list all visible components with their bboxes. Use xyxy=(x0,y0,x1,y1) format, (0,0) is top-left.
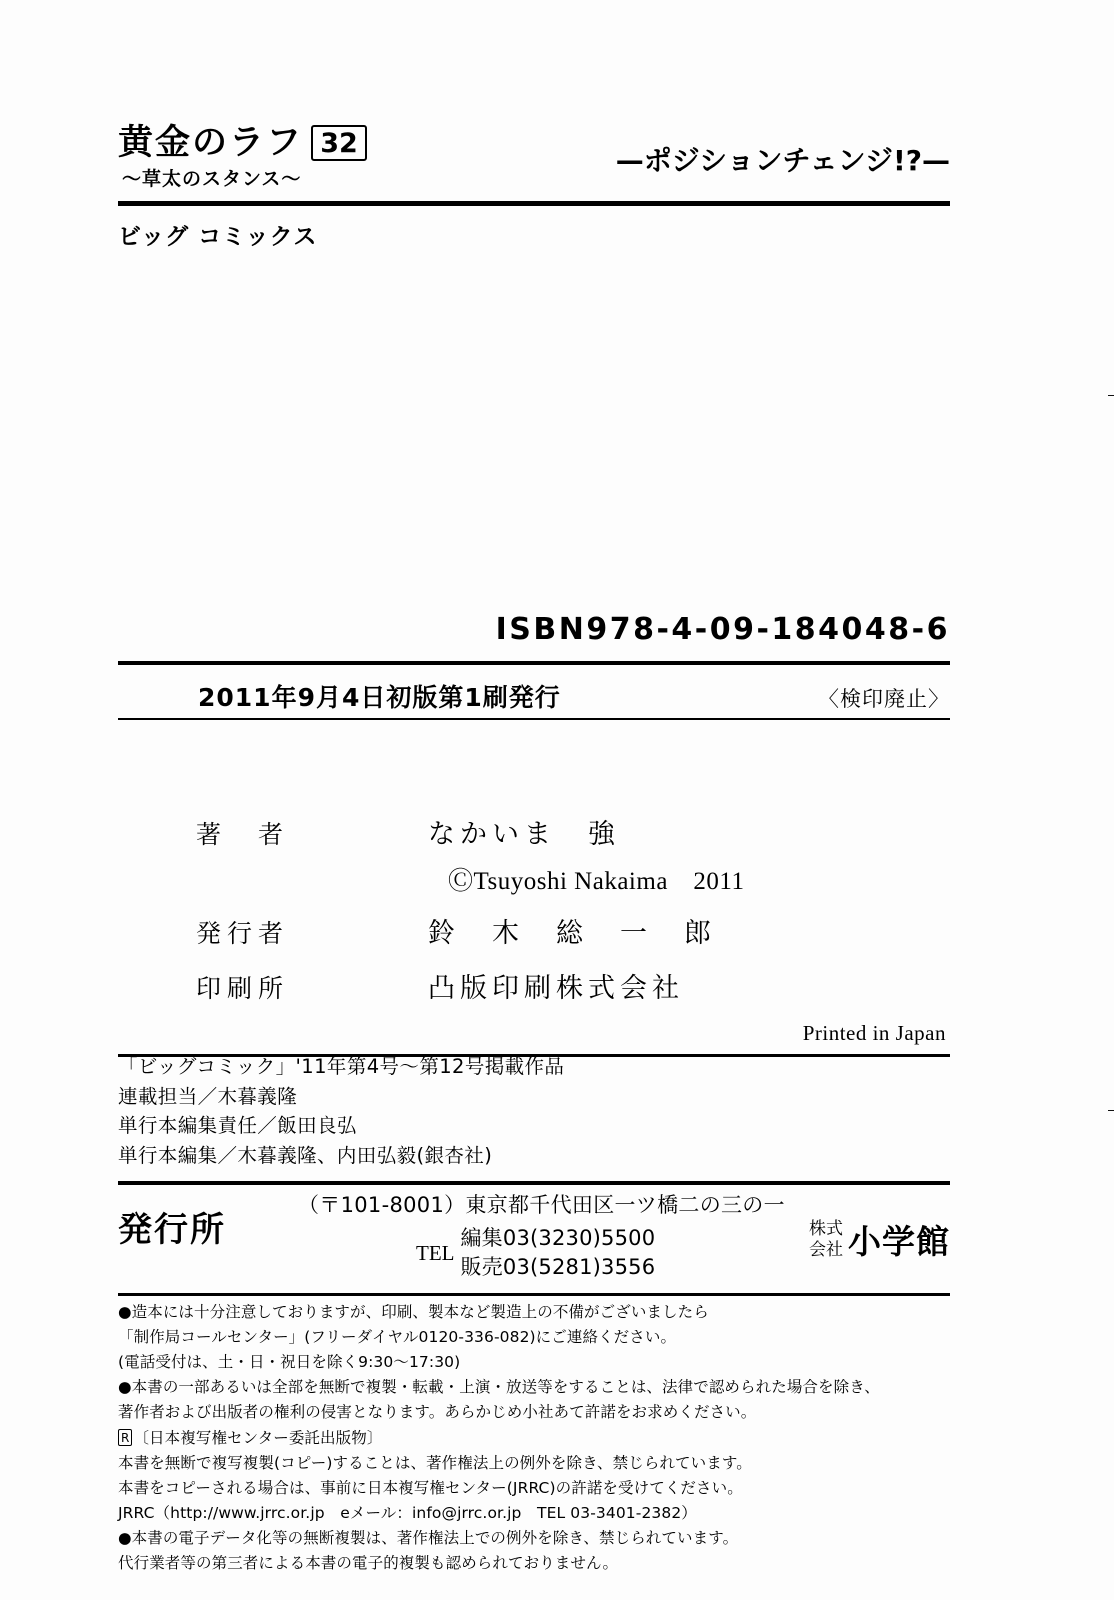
isbn-divider xyxy=(118,661,950,665)
copyright-notice: ⒸTsuyoshi Nakaima 2011 xyxy=(448,868,745,895)
title-row xyxy=(118,125,950,191)
printed-in-japan: Printed in Japan xyxy=(802,1021,946,1045)
credit-label-publisher-person: 発行者 xyxy=(196,919,290,948)
credit-value-publisher-person: 鈴 木 総 一 郎 xyxy=(428,918,716,949)
registered-r-icon: R xyxy=(118,1429,132,1446)
isbn-value: ISBN978-4-09-184048-6 xyxy=(495,612,950,647)
page-edge-mark-bottom xyxy=(1108,1110,1114,1111)
episode-subtitle: —ポジションチェンジ!?— xyxy=(615,143,950,177)
page-edge-mark-top xyxy=(1108,395,1114,396)
publisher-block xyxy=(118,1190,950,1283)
credit-row xyxy=(118,911,950,950)
publication-date: 2011年9月4日初版第1刷発行 xyxy=(198,683,561,712)
company-type-line2: 会社 xyxy=(809,1239,843,1260)
telephone-editorial: 編集03(3230)5500 xyxy=(460,1225,656,1250)
notice-line: (電話受付は、土・日・祝日を除く9:30〜17:30) xyxy=(118,1353,461,1372)
publisher-telephone-block xyxy=(298,1224,799,1284)
book-title: 黄金のラフ xyxy=(118,123,304,163)
notice-line: 代行業者等の第三者による本書の電子的複製も認められておりません。 xyxy=(118,1554,619,1573)
legal-notices-block xyxy=(118,1300,958,1576)
book-subtitle-series: 〜草太のスタンス〜 xyxy=(122,167,302,190)
publication-row xyxy=(118,678,950,714)
publisher-label: 発行所 xyxy=(118,1210,226,1250)
publisher-divider xyxy=(118,1293,950,1296)
staff-line-serialization: 「ビッグコミック」'11年第4号〜第12号掲載作品 xyxy=(118,1055,565,1078)
credit-value-printer: 凸版印刷株式会社 xyxy=(428,973,684,1004)
telephone-label: TEL xyxy=(416,1240,455,1265)
seal-abolished-note: 〈検印廃止〉 xyxy=(818,687,950,711)
credit-value-author: なかいま 強 xyxy=(428,819,620,850)
credits-block xyxy=(118,812,950,1057)
volume-number-badge: 32 xyxy=(311,125,367,161)
notice-line: 本書を無断で複写複製(コピー)することは、著作権法上の例外を除き、禁じられています。 xyxy=(118,1453,752,1472)
staff-divider xyxy=(118,1181,950,1185)
telephone-numbers xyxy=(460,1224,655,1284)
staff-line-volume-editors: 単行本編集／木暮義隆、内田弘毅(銀杏社) xyxy=(118,1143,493,1167)
notice-line: ●造本には十分注意しておりますが、印刷、製本など製造上の不備がございましたら xyxy=(118,1303,709,1321)
publication-divider xyxy=(118,718,950,720)
title-left-group xyxy=(118,125,367,191)
credit-label-author: 著 者 xyxy=(196,820,290,849)
staff-line-volume-editor-chief: 単行本編集責任／飯田良弘 xyxy=(118,1114,357,1138)
company-name: 小学館 xyxy=(848,1222,950,1261)
title-header xyxy=(118,125,950,251)
credit-label-printer: 印刷所 xyxy=(196,974,290,1003)
notice-line: ●本書の一部あるいは全部を無断で複製・転載・上演・放送等をすることは、法律で認められた場合を除き、 xyxy=(118,1378,880,1397)
publisher-company-group xyxy=(799,1190,950,1263)
publisher-address-group xyxy=(298,1190,799,1283)
notice-line-jrrc-entrusted-text: 〔日本複写権センター委託出版物〕 xyxy=(133,1428,383,1447)
isbn-block xyxy=(118,612,950,665)
title-main-line xyxy=(118,125,367,162)
company-type-line1: 株式 xyxy=(809,1219,843,1240)
notice-line-jrrc-contact: JRRC（http://www.jrrc.or.jp eメール：info@jrrc.or.jp TEL 03-3401-2382） xyxy=(118,1503,697,1522)
notice-line: 「制作局コールセンター」(フリーダイヤル0120-336-082)にご連絡ください。 xyxy=(118,1328,677,1347)
notice-line-jrrc-entrusted xyxy=(118,1426,958,1451)
credit-row xyxy=(118,812,950,851)
publisher-address: （〒101-8001）東京都千代田区一ツ橋二の三の一 xyxy=(298,1193,785,1217)
notice-line: 本書をコピーされる場合は、事前に日本複写権センター(JRRC)の許諾を受けてください。 xyxy=(118,1478,743,1497)
staff-block xyxy=(118,1052,950,1185)
staff-line-serial-editor: 連載担当／木暮義隆 xyxy=(118,1084,298,1108)
telephone-sales: 販売03(5281)3556 xyxy=(460,1255,656,1280)
notice-line: 著作者および出版者の権利の侵害となります。あらかじめ小社あて許諾をお求めください。 xyxy=(118,1403,757,1422)
imprint-label: ビッグ コミックス xyxy=(118,223,318,250)
header-divider xyxy=(118,201,950,206)
notice-line: ●本書の電子データ化等の無断複製は、著作権法上での例外を除き、禁じられています。 xyxy=(118,1528,739,1547)
credit-row xyxy=(118,966,950,1005)
company-type-label xyxy=(809,1219,848,1260)
